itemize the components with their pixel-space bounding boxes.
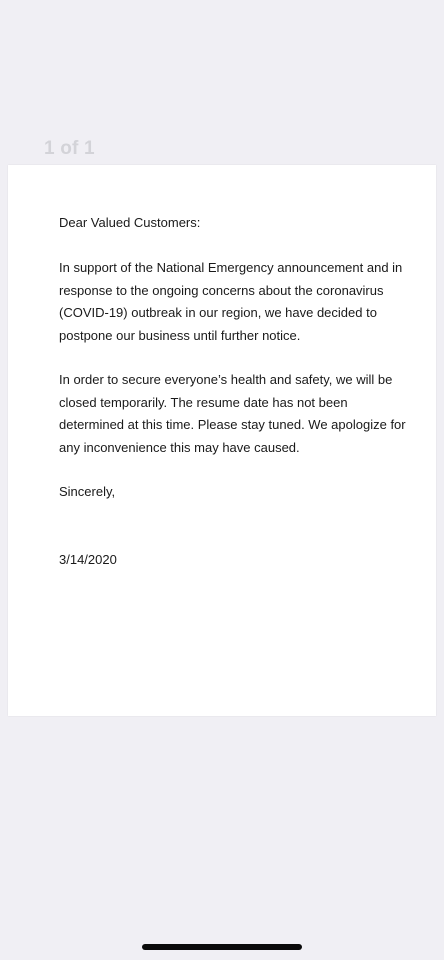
- home-indicator[interactable]: [142, 944, 302, 950]
- letter-closing: Sincerely,: [59, 484, 116, 499]
- letter-paragraph: In support of the National Emergency announcement and in response to the ongoing concerns about the coronavirus (COVID-19) outbreak in our region, we have decided to postpone our business until further notice.: [59, 260, 403, 343]
- letter-date: 3/14/2020: [59, 552, 117, 567]
- letter-paragraph: In order to secure everyone’s health and safety, we will be closed temporarily. The resume date has not been determined at this time. Please stay tuned. We apologize for any inconvenience this may have caused.: [59, 372, 406, 455]
- document-page[interactable]: [8, 165, 436, 716]
- page-counter: 1 of 1: [44, 138, 95, 159]
- letter-greeting: Dear Valued Customers:: [59, 215, 201, 230]
